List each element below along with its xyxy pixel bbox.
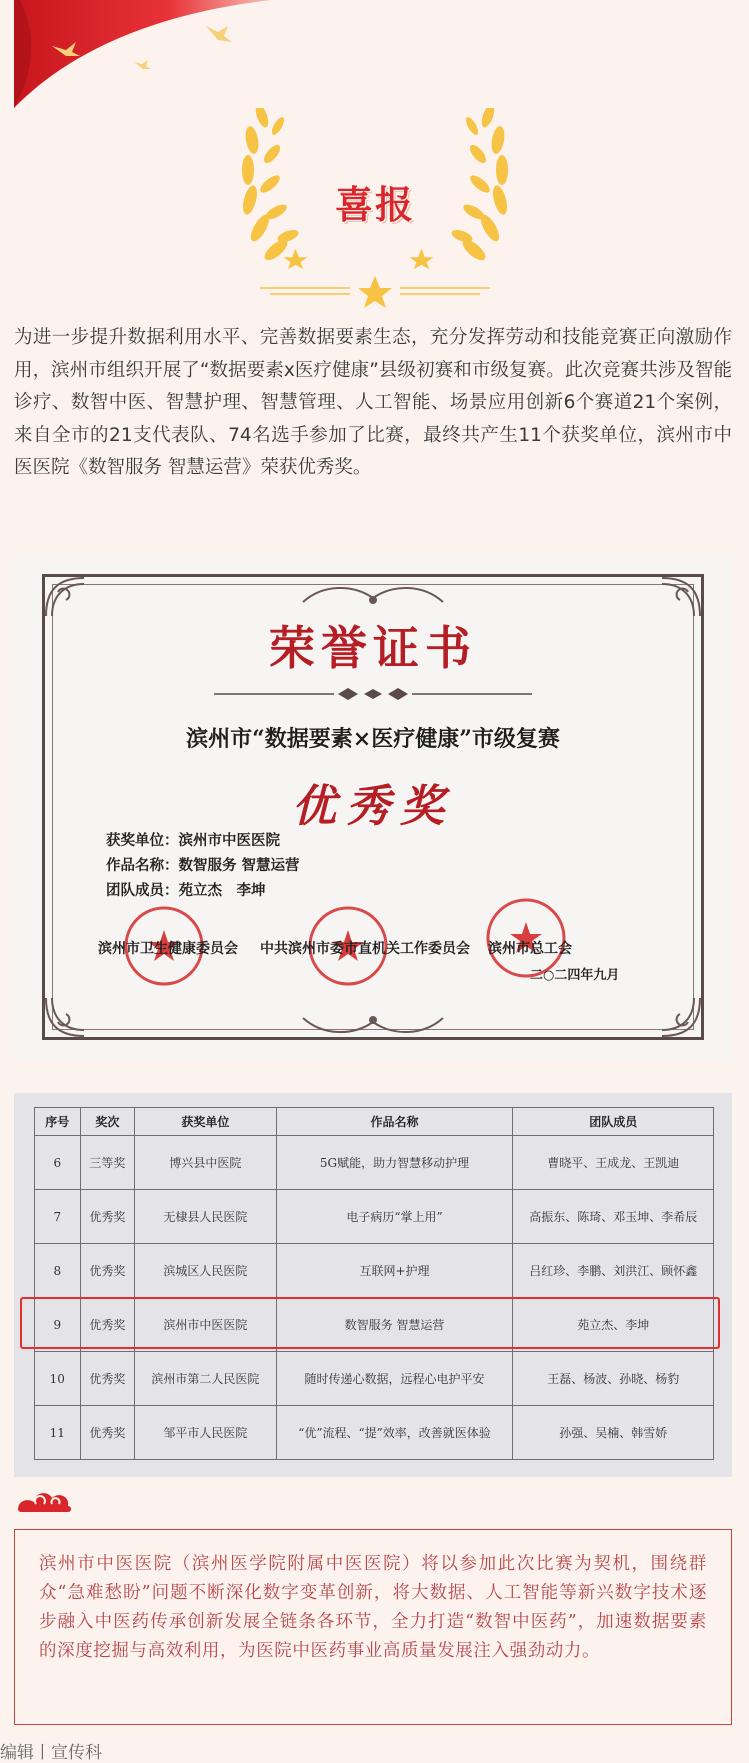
signer-municipal-committee: 中共滨州市委市直机关工作委员会: [260, 941, 470, 957]
table-cell: 滨城区人民医院: [135, 1244, 276, 1298]
table-cell: 滨州市第二人民医院: [135, 1352, 276, 1406]
table-cell: 10: [35, 1352, 81, 1406]
honor-certificate: [14, 554, 732, 1060]
certificate-award: 优秀奖: [292, 781, 454, 832]
table-header-row: [35, 1108, 714, 1136]
table-row: [35, 1406, 714, 1460]
auspicious-cloud-icon: [14, 1484, 74, 1516]
certificate-title: 荣誉证书: [269, 621, 477, 675]
table-cell: 曹晓平、王成龙、王凯迪: [513, 1136, 714, 1190]
table-row: [35, 1190, 714, 1244]
red-ribbon-decoration: [0, 0, 320, 120]
certificate-details: [106, 829, 300, 904]
certificate-unit: 获奖单位：滨州市中医医院: [106, 833, 280, 849]
table-cell: 优秀奖: [80, 1298, 135, 1352]
closing-paragraph: 滨州市中医医院（滨州医学院附属中医医院）将以参加此次比赛为契机，围绕群众“急难愁盼”问题不断深化数字变革创新，将大数据、人工智能等新兴数字技术逐步融入中医药传承创新发展全链条各环节，全力打造“数智中医药”，加速数据要素的深度挖掘与高效利用，为医院中医药事业高质量发展注入强劲动力。: [39, 1554, 707, 1661]
column-header: 团队成员: [513, 1108, 714, 1136]
table-cell: 优秀奖: [80, 1352, 135, 1406]
top-scroll-ornament-icon: [293, 580, 453, 610]
table-cell: 数智服务 智慧运营: [276, 1298, 513, 1352]
table-cell: 孙强、吴楠、韩雪娇: [513, 1406, 714, 1460]
highlight-box: [20, 1297, 720, 1349]
signer-health-commission: 滨州市卫生健康委员会: [98, 941, 238, 957]
table-cell: 高振东、陈琦、邓玉坤、李希辰: [513, 1190, 714, 1244]
column-header: 奖次: [80, 1108, 135, 1136]
table-cell: 滨州市中医医院: [135, 1298, 276, 1352]
bottom-scroll-ornament-icon: [293, 1010, 453, 1040]
certificate-team: 团队成员：苑立杰 李坤: [106, 883, 266, 899]
certificate-date: 二○二四年九月: [530, 968, 620, 983]
good-news-emblem: [240, 108, 510, 308]
table-cell: 随时传递心数据，远程心电护平安: [276, 1352, 513, 1406]
editor-credit: 编辑丨宣传科: [0, 1743, 102, 1763]
column-header: 作品名称: [276, 1108, 513, 1136]
table-cell: 7: [35, 1190, 81, 1244]
table-cell: 博兴县中医院: [135, 1136, 276, 1190]
table-cell: “优”流程、“提”效率，改善就医体验: [276, 1406, 513, 1460]
closing-box: [14, 1529, 732, 1725]
table-cell: 优秀奖: [80, 1406, 135, 1460]
corner-ornament-icon: [658, 994, 702, 1038]
certificate-subtitle: 滨州市“数据要素×医疗健康”市级复赛: [186, 726, 560, 752]
table-cell: 苑立杰、李坤: [513, 1298, 714, 1352]
table-cell: 9: [35, 1298, 81, 1352]
table-cell: 8: [35, 1244, 81, 1298]
table-cell: 互联网+护理: [276, 1244, 513, 1298]
intro-paragraph: 为进一步提升数据利用水平、完善数据要素生态，充分发挥劳动和技能竞赛正向激励作用，滨州市组织开展了“数据要素x医疗健康”县级初赛和市级复赛。此次竞赛共涉及智能诊疗、数智中医、智慧护理、智慧管理、人工智能、场景应用创新6个赛道21个案例，来自全市的21支代表队、74名选手参加了比赛，最终共产生11个获奖单位，滨州市中医医院《数智服务 智慧运营》荣获优秀奖。: [14, 327, 732, 478]
table-cell: 6: [35, 1136, 81, 1190]
table-cell: 11: [35, 1406, 81, 1460]
column-header: 获奖单位: [135, 1108, 276, 1136]
table-cell: 优秀奖: [80, 1244, 135, 1298]
table-cell: 三等奖: [80, 1136, 135, 1190]
table-row: [35, 1136, 714, 1190]
table-cell: 王磊、杨波、孙晓、杨豹: [513, 1352, 714, 1406]
results-table: [34, 1107, 714, 1460]
signer-trade-union: 滨州市总工会: [488, 941, 572, 957]
table-row: [35, 1244, 714, 1298]
column-header: 序号: [35, 1108, 81, 1136]
table-cell: 无棣县人民医院: [135, 1190, 276, 1244]
table-cell: 优秀奖: [80, 1190, 135, 1244]
table-cell: 5G赋能，助力智慧移动护理: [276, 1136, 513, 1190]
table-cell: 电子病历“掌上用”: [276, 1190, 513, 1244]
certificate-work: 作品名称：数智服务 智慧运营: [106, 858, 300, 874]
table-cell: 吕红珍、李鹏、刘洪江、顾怀鑫: [513, 1244, 714, 1298]
certificate-divider-icon: [214, 684, 532, 704]
emblem-title: 喜报: [334, 182, 415, 227]
table-row: [35, 1352, 714, 1406]
table-cell: 邹平市人民医院: [135, 1406, 276, 1460]
results-table-image: [14, 1093, 732, 1477]
corner-ornament-icon: [44, 994, 88, 1038]
